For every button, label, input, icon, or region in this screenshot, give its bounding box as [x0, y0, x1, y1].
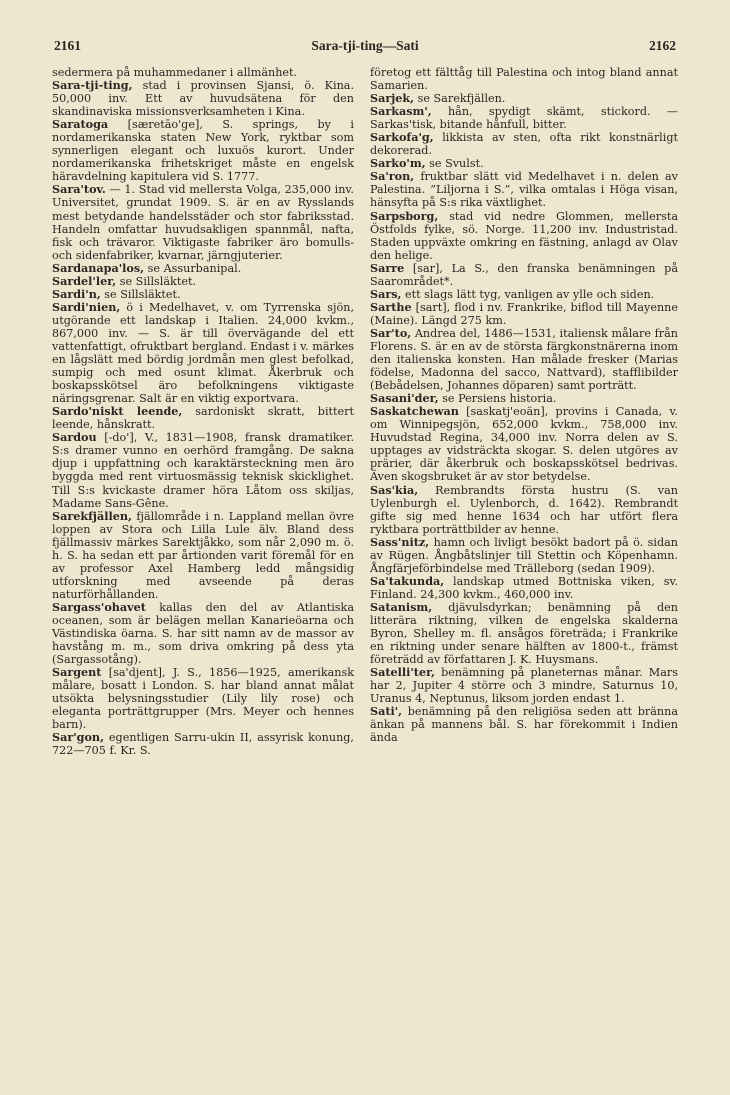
entry-text: [sar], La S., den franska benämningen på Saarområdet*.: [370, 261, 678, 288]
entry-text: Andrea del, 1486—1531, italiensk målare från Florens. S. är en av de största färgkonstnärerna inom den italienska konsten. Han målade fresker (Marias födelse, Madonna del sacco, Nattvard), stafflibilder (Bebådelsen, Johannes döparen) samt porträtt.: [370, 326, 678, 393]
entry-text: benämning på den religiösa seden att bränna änkan på mannens bål. S. har förekommit i Indien ända: [370, 705, 678, 745]
entry-text: ö i Medelhavet, v. om Tyrrenska sjön, utgörande ett landskap i Italien. 24,000 kvkm., 867,000 inv. — S. är till övervägande del ett vattenfattigt, ofruktbart bergland. Endast i v. märkes en lågslätt med bördig jordmån men glest befolkad, sumpig och med osunt klimat. Åkerbruk och boskapsskötsel äro befolkningens viktigaste näringsgrenar. Salt är en viktig exportvara.: [52, 300, 354, 406]
dictionary-entry: [370, 575, 678, 601]
dictionary-entry: [370, 301, 678, 327]
entry-text: kallas den del av Atlantiska oceanen, som är belägen mellan Kanarieöarna och Västindiska öarna. S. har sitt namn av de massor av havstång m. m., som driva omkring på dess yta (Sargassotång).: [52, 600, 354, 667]
page-number-right: 2162: [649, 38, 676, 53]
entry-text: benämning på planeternas månar. Mars har 2, Jupiter 4 större och 3 mindre, Saturnus 10, Uranus 4, Neptunus, liksom jorden endast 1.: [370, 666, 678, 706]
dictionary-entry: [52, 666, 354, 731]
entry-headword: Sargent: [52, 665, 102, 680]
dictionary-entry: [52, 405, 354, 431]
page-number-left: 2161: [54, 38, 81, 53]
entry-headword: Sati',: [370, 704, 403, 719]
entry-headword: Sarekfjällen,: [52, 508, 132, 523]
entry-text: se Persiens historia.: [438, 392, 557, 406]
entry-headword: Sardo'niskt leende,: [52, 404, 183, 419]
entry-headword: Sarkofa'g,: [370, 130, 434, 145]
dictionary-entry: [370, 327, 678, 392]
entry-headword: Saskatchewan: [370, 404, 459, 419]
entry-text: sardoniskt skratt, bittert leende, hånskratt.: [52, 405, 354, 432]
dictionary-entry: [370, 601, 678, 666]
entry-text: [sa'djent], J. S., 1856—1925, amerikansk målare, bosatt i London. S. har bland annat målat utsökta belysningsstudier (Lily lily rose) och eleganta porträttgrupper (Mrs. Meyer och hennes barn).: [52, 666, 354, 732]
entry-text: se Assurbanipal.: [144, 261, 242, 275]
entry-headword: Sarthe: [370, 299, 412, 314]
entry-text: fruktbar slätt vid Medelhavet i n. delen av Palestina. ”Liljorna i S.”, vilka omtalas i Höga visan, hänsyfta på S:s rika växtlighet.: [370, 170, 678, 210]
entry-text: ett slags lätt tyg, vanligen av ylle och siden.: [401, 287, 655, 301]
entry-text: landskap utmed Bottniska viken, sv. Finland. 24,300 kvkm., 460,000 inv.: [370, 574, 678, 601]
entry-text: se Sillsläktet.: [116, 274, 196, 288]
entry-headword: Sardanapa'los,: [52, 260, 145, 275]
entry-headword: Sar'gon,: [52, 730, 104, 745]
running-head: Sara-tji-ting—Sati: [311, 38, 419, 53]
entry-text: Rembrandts första hustru (S. van Uylenburgh el. Uylenborch, d. 1642). Rembrandt gifte sig med henne 1634 och har utfört flera ryktbara porträttbilder av henne.: [370, 483, 678, 536]
entry-text: se Sillsläktet.: [100, 287, 181, 301]
dictionary-entry: [52, 183, 354, 261]
entry-headword: Sardi'n,: [52, 286, 101, 301]
dictionary-entry: [52, 79, 354, 118]
entry-headword: Sarkasm',: [370, 104, 432, 119]
dictionary-entry: [370, 66, 678, 92]
dictionary-entry: [52, 431, 354, 509]
dictionary-entry: [370, 666, 678, 705]
dictionary-entry: [370, 210, 678, 262]
dictionary-entry: [370, 157, 678, 170]
dictionary-entry: [370, 288, 678, 301]
dictionary-entry: [52, 118, 354, 183]
entry-headword: Sa'takunda,: [370, 573, 445, 588]
entry-headword: Sa'ron,: [370, 169, 415, 184]
page-header: [52, 38, 678, 58]
entry-text: [sart], flod i nv. Frankrike, biflod till Mayenne (Maine). Längd 275 km.: [370, 300, 678, 327]
entry-text: hamn och livligt besökt badort på ö. sidan av Rügen. Ångbåtslinjer till Stettin och Köpenhamn. Ångfärjeförbindelse med Trälleborg (sedan 1909).: [370, 535, 678, 575]
dictionary-entry: [52, 731, 354, 757]
entry-text: se Sarekfjällen.: [414, 92, 506, 106]
entry-headword: Sarre: [370, 260, 405, 275]
entry-headword: Satanism,: [370, 599, 433, 614]
entry-headword: Sass'nitz,: [370, 534, 430, 549]
entry-headword: Sars,: [370, 286, 402, 301]
dictionary-entry: [370, 484, 678, 536]
entry-headword: Sargass'ohavet: [52, 599, 146, 614]
entry-text: — 1. Stad vid mellersta Volga, 235,000 inv. Universitet, grundat 1909. S. är en av Rysslands mest betydande handelsstäder och stor fabriksstad. Handeln omfattar huvudsakligen spannmål, nafta, fisk och trävaror. Viktigaste fabriker äro bomulls- och sidenfabriker, kvarnar, järngjuterier.: [52, 183, 354, 262]
entry-headword: Sasani'der,: [370, 391, 439, 406]
entry-headword: Sardel'ler,: [52, 273, 117, 288]
dictionary-entry: [370, 262, 678, 288]
entry-headword: Sardi'nien,: [52, 299, 121, 314]
entry-headword: Sar'to,: [370, 325, 412, 340]
entry-headword: Sara-tji-ting,: [52, 78, 133, 93]
entry-text: sedermera på muhammedaner i allmänhet.: [52, 66, 298, 79]
dictionary-entry: [370, 170, 678, 209]
entry-text: företog ett fälttåg till Palestina och intog bland annat Samarien.: [370, 66, 678, 93]
entry-text: fjällområde i n. Lappland mellan övre loppen av Stora och Lilla Lule älv. Bland dess fjällmassiv märkes Sarektjåkko, som når 2,090 m. ö. h. S. ha sedan ett par årtionden varit föremål för en av professor Axel Hamberg ledd mångsidig utforskning med avseende på deras naturförhållanden.: [52, 509, 354, 601]
entry-headword: Sarpsborg,: [370, 208, 439, 223]
entry-headword: Sarjek,: [370, 91, 415, 106]
entry-headword: Sas'kia,: [370, 482, 419, 497]
entry-text: likkista av sten, ofta rikt konstnärligt dekorerad.: [370, 131, 678, 158]
entry-text: se Svulst.: [425, 157, 484, 171]
entry-headword: Saratoga: [52, 117, 109, 132]
dictionary-entry: [370, 705, 678, 744]
dictionary-entry: [52, 601, 354, 666]
entry-headword: Satelli'ter,: [370, 665, 436, 680]
dictionary-entry: [370, 405, 678, 483]
dictionary-entry: [370, 131, 678, 157]
entry-text: stad i provinsen Sjansi, ö. Kina. 50,000 inv. Ett av huvudsätena för den skandinaviska missionsverksamheten i Kina.: [52, 79, 354, 119]
dictionary-entry: [370, 105, 678, 131]
entry-headword: Sardou: [52, 430, 97, 445]
dictionary-entry: [52, 510, 354, 601]
entry-text: djävulsdyrkan; benämning på den litterära riktning, vilken de engelska skalderna Byron, Shelley m. fl. ansågos företräda; i Frankrike en riktning under senare hälften av 1800-t., främst företrädd av författaren J. K. Huysmans.: [370, 600, 678, 667]
dictionary-entry: [52, 301, 354, 405]
left-column: [52, 66, 354, 757]
entry-text: [særetāo'ge], S. springs, by i nordamerikanska staten New York, ryktbar som synnerligen elegant och luxuös kurort. Under nordamerikanska frihetskriget måste en engelsk häravdelning kapitulera vid S. 1777.: [52, 118, 354, 184]
entry-text: stad vid nedre Glommen, mellersta Östfolds fylke, sö. Norge. 11,200 inv. Industristad. Staden uppväxte omkring en fästning, anlagd av Olav den helige.: [370, 209, 678, 262]
entry-text: egentligen Sarru-ukin II, assyrisk konung, 722—705 f. Kr. S.: [52, 731, 354, 758]
entry-text: [saskatj'eoän], provins i Canada, v. om Winnipegsjön, 652,000 kvkm., 758,000 inv. Huvudstad Regina, 34,000 inv. Norra delen av S. upptages av vidsträckta skogar. S. delen utgöres av prärier, där åkerbruk och boskapsskötsel bedrivas. Även skogsbruket är av stor betydelse.: [370, 405, 678, 484]
dictionary-entry: [370, 536, 678, 575]
entry-headword: Sarko'm,: [370, 156, 426, 171]
entry-text: [-do'], V., 1831—1908, fransk dramatiker. S:s dramer vunno en oerhörd framgång. De sakna djup i uppfattning och karaktärsteckning men äro byggda med rent virtuosmässig teknisk skicklighet. Till S:s kvickaste dramer höra Låtom oss skiljas, Madame Sans-Gêne.: [52, 431, 354, 510]
entry-headword: Sara'tov.: [52, 182, 106, 197]
right-column: [370, 66, 678, 744]
entry-text: hån, spydigt skämt, stickord. — Sarkas'tisk, bitande hånfull, bitter.: [370, 105, 678, 132]
